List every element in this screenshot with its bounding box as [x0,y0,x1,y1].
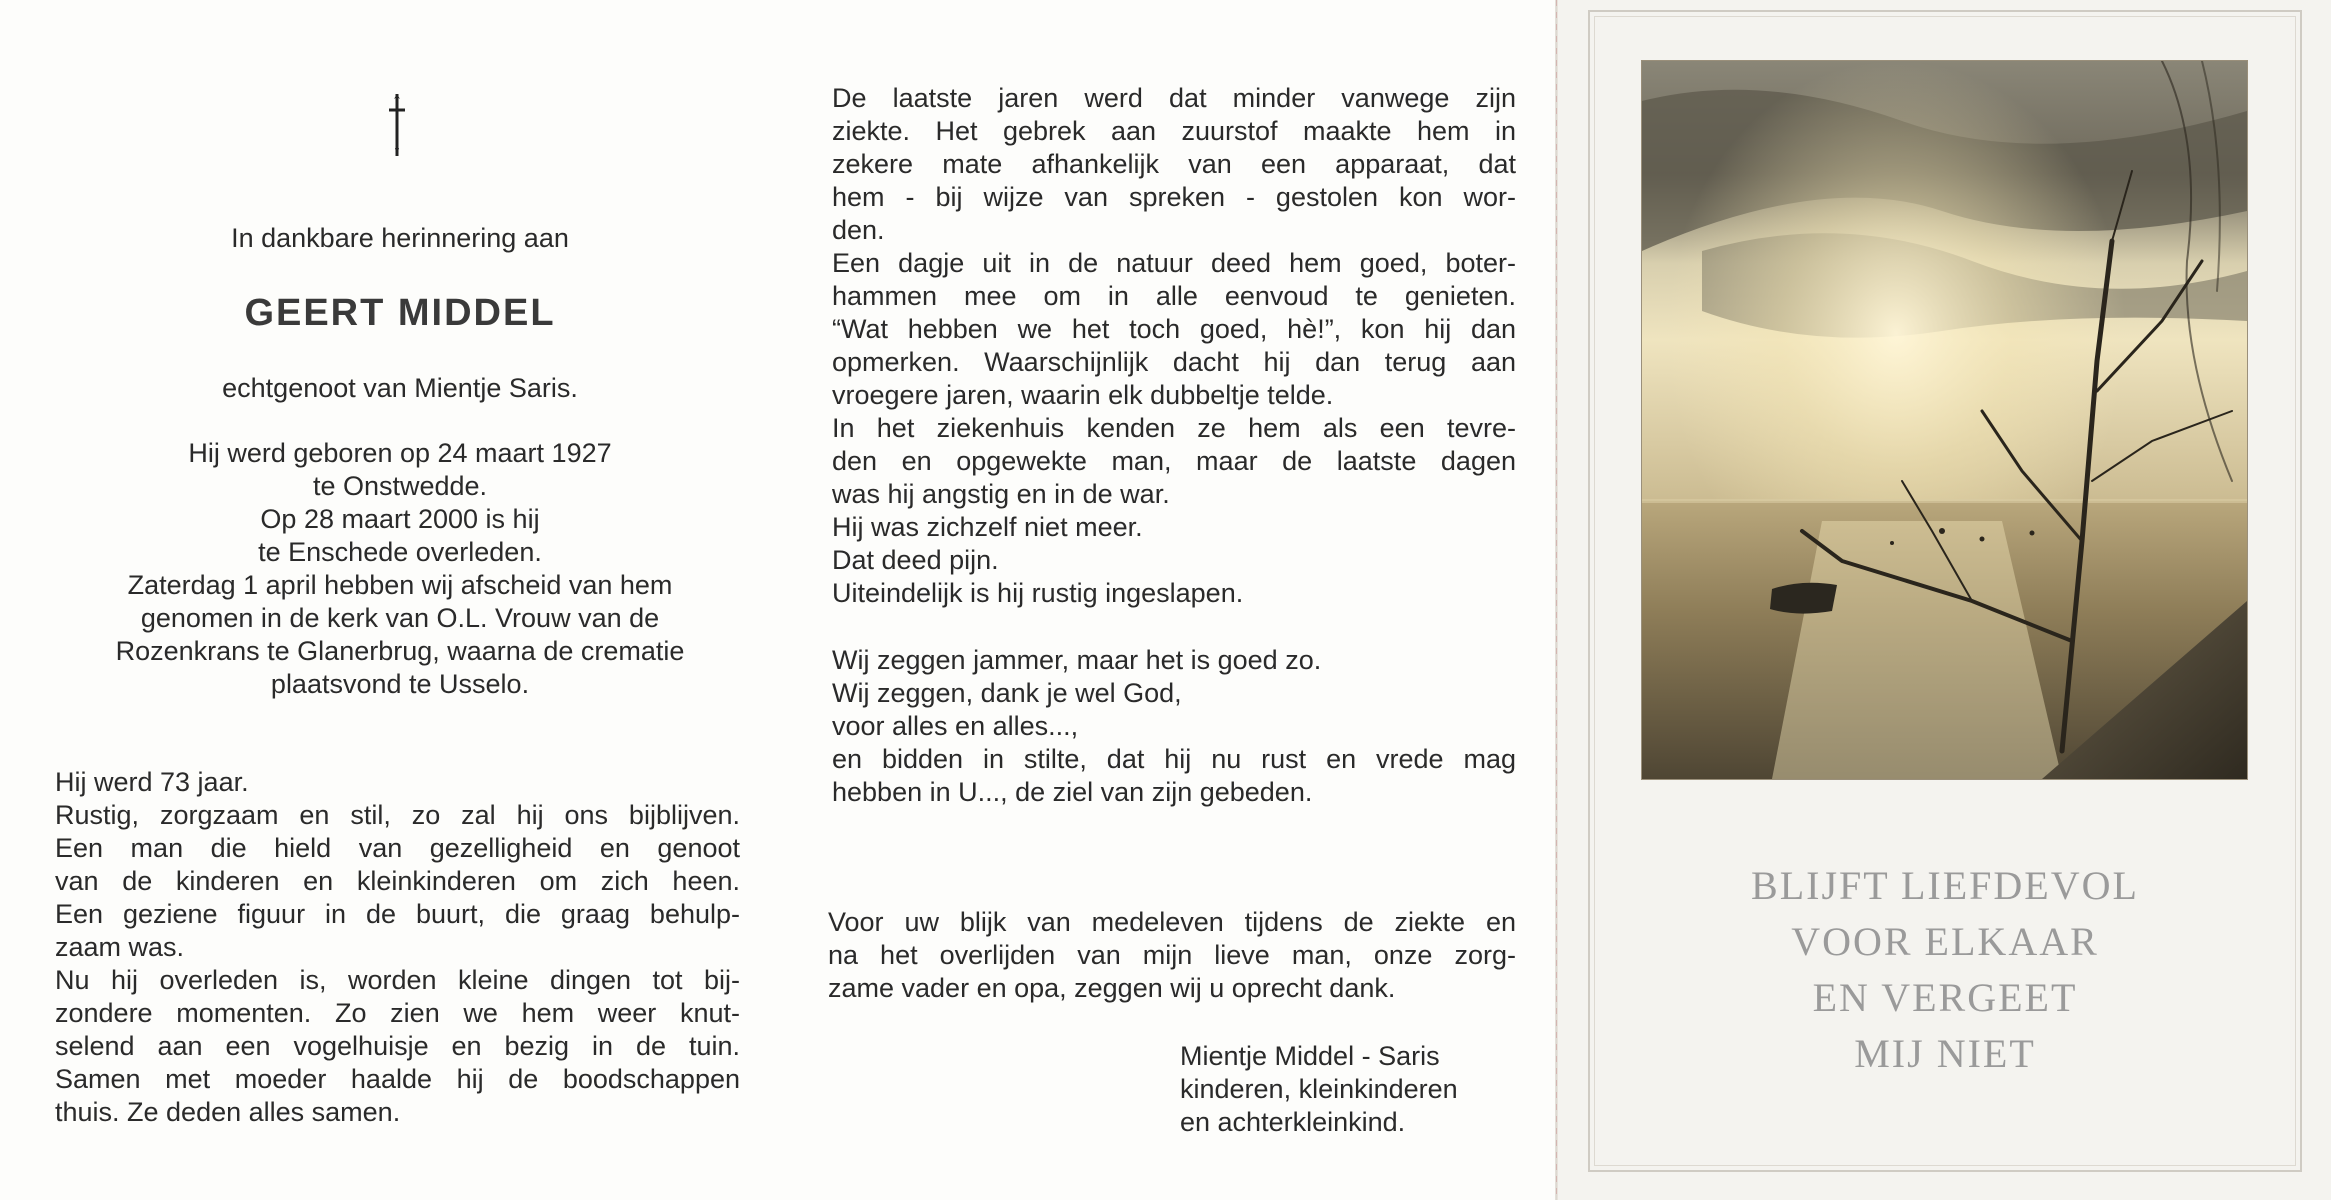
signature-block [1180,1040,1458,1139]
motto-line: MIJ NIET [1854,1031,2036,1076]
text-line: zekere mate afhankelijk van een apparaat, dat [832,149,1516,179]
deceased-name: GEERT MIDDEL [244,292,556,334]
poem-line: Wij zeggen, dank je wel God, [832,678,1182,708]
lake-sunset-photo [1641,60,2248,780]
signature-line: en achterkleinkind. [1180,1107,1406,1137]
text-line: In het ziekenhuis kenden ze hem als een tevre- [832,413,1516,443]
bio-line: Hij werd geboren op 24 maart 1927 [188,438,612,468]
poem-line: hebben in U..., de ziel van zijn gebeden. [832,777,1313,807]
text-line: opmerken. Waarschijnlijk dacht hij dan terug aan [832,347,1516,377]
thank-you-text [828,906,1516,1005]
signature-line: kinderen, kleinkinderen [1180,1074,1458,1104]
motto-line: VOOR ELKAAR [1791,919,2099,964]
spouse-text: echtgenoot van Mientje Saris. [222,373,578,403]
bio-line: Rozenkrans te Glanerbrug, waarna de crematie [115,636,685,666]
text-line: hem - bij wijze van spreken - gestolen kon wor- [832,182,1516,212]
signature-line: Mientje Middel - Saris [1180,1041,1440,1071]
text-line: Rustig, zorgzaam en stil, zo zal hij ons bijblijven. [55,800,740,830]
poem [832,644,1516,809]
text-line: den. [832,215,885,245]
text-line: Een geziene figuur in de buurt, die graag behulp- [55,899,740,929]
bio-line: plaatsvond te Usselo. [270,669,530,699]
text-line: zaam was. [55,932,185,962]
text-line: Hij werd 73 jaar. [55,767,249,797]
text-line: selend aan een vogelhuisje en bezig in de tuin. [55,1031,740,1061]
memories-text [832,82,1516,610]
text-line: Dat deed pijn. [832,545,999,575]
text-line: van de kinderen en kleinkinderen om zich heen. [55,866,740,896]
text-line: Nu hij overleden is, worden kleine dingen tot bij- [55,965,740,995]
text-line: na het overlijden van mijn lieve man, onze zorg- [828,940,1516,970]
poem-line: voor alles en alles..., [832,711,1079,741]
text-line: hammen mee om in alle eenvoud te genieten. [832,281,1516,311]
motto-line: BLIJFT LIEFDEVOL [1751,863,2139,908]
bio-line: te Onstwedde. [312,471,488,501]
text-line: De laatste jaren werd dat minder vanwege zijn [832,83,1516,113]
text-line: vroegere jaren, waarin elk dubbeltje telde. [832,380,1334,410]
text-line: “Wat hebben we het toch goed, hè!”, kon hij dan [832,314,1516,344]
intro-text: In dankbare herinnering aan [231,223,569,253]
poem-line: Wij zeggen jammer, maar het is goed zo. [832,645,1322,675]
text-line: Voor uw blijk van medeleven tijdens de ziekte en [828,907,1516,937]
bio-line: te Enschede overleden. [258,537,542,567]
bio-line: Zaterdag 1 april hebben wij afscheid van hem [127,570,673,600]
text-line: ziekte. Het gebrek aan zuurstof maakte hem in [832,116,1516,146]
text-line: den en opgewekte man, maar de laatste dagen [832,446,1516,476]
bio-line: genomen in de kerk van O.L. Vrouw van de [140,603,660,633]
text-line: zame vader en opa, zeggen wij u oprecht dank. [828,973,1396,1003]
bio-line: Op 28 maart 2000 is hij [260,504,540,534]
text-line: Samen met moeder haalde hij de boodschappen [55,1064,740,1094]
text-line: Hij was zichzelf niet meer. [832,512,1143,542]
text-line: Een dagje uit in de natuur deed hem goed, boter- [832,248,1516,278]
motto-line: EN VERGEET [1812,975,2078,1020]
text-line: was hij angstig en in de war. [832,479,1170,509]
life-description [55,766,740,1129]
text-line: Uiteindelijk is hij rustig ingeslapen. [832,578,1244,608]
text-line: thuis. Ze deden alles samen. [55,1097,401,1127]
fold-edge-line [1556,0,1557,1200]
poem-line: en bidden in stilte, dat hij nu rust en vrede mag [832,744,1516,774]
cross-icon [385,92,409,158]
text-line: zondere momenten. Zo zien we hem weer knut- [55,998,740,1028]
text-line: Een man die hield van gezelligheid en genoot [55,833,740,863]
